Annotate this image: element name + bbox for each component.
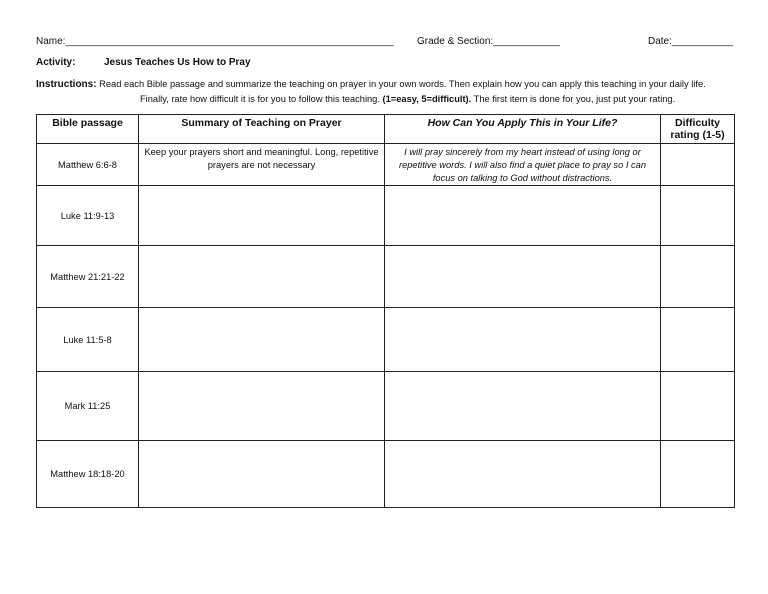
name-field[interactable] <box>36 36 394 47</box>
rating-cell[interactable] <box>661 372 735 441</box>
grade-section-label: Grade & Section: <box>417 36 494 47</box>
rating-cell[interactable] <box>661 308 735 372</box>
table-row <box>37 186 735 246</box>
passage-cell: Luke 11:5-8 <box>37 308 139 372</box>
header-summary: Summary of Teaching on Prayer <box>139 115 385 144</box>
rating-cell[interactable] <box>661 246 735 308</box>
apply-cell[interactable] <box>385 186 661 246</box>
apply-cell[interactable] <box>385 246 661 308</box>
summary-cell[interactable] <box>139 441 385 508</box>
table-row <box>37 246 735 308</box>
passage-cell: Matthew 6:6-8 <box>37 144 139 186</box>
date-field[interactable] <box>648 36 733 47</box>
passage-cell: Matthew 18:18-20 <box>37 441 139 508</box>
activity-label: Activity: <box>36 57 76 68</box>
instructions-rating-scale: (1=easy, 5=difficult). <box>382 94 472 104</box>
table-row <box>37 441 735 508</box>
grade-section-blank[interactable]: ____________ <box>493 36 560 47</box>
passage-cell: Luke 11:9-13 <box>37 186 139 246</box>
grade-section-field[interactable] <box>417 36 560 47</box>
header-difficulty-rating: Difficulty rating (1-5) <box>661 115 735 144</box>
name-blank[interactable]: ___________________________________________________________ <box>65 36 394 47</box>
instructions-text-1: Read each Bible passage and summarize the teaching on prayer in your own words. Then explain how you can apply this teaching in your daily life. <box>99 79 706 89</box>
instructions-label: Instructions: <box>36 79 97 90</box>
summary-cell[interactable] <box>139 246 385 308</box>
table-row <box>37 144 735 186</box>
header-apply: How Can You Apply This in Your Life? <box>385 115 661 144</box>
summary-cell[interactable] <box>139 186 385 246</box>
apply-cell[interactable] <box>385 308 661 372</box>
summary-cell[interactable]: Keep your prayers short and meaningful. Long, repetitive prayers are not necessary <box>139 144 385 186</box>
summary-cell[interactable] <box>139 308 385 372</box>
instructions-text-2b: The first item is done for you, just put your rating. <box>473 94 676 104</box>
worksheet-table <box>36 114 735 508</box>
header-bible-passage: Bible passage <box>37 115 139 144</box>
passage-cell: Mark 11:25 <box>37 372 139 441</box>
date-label: Date: <box>648 36 672 47</box>
table-row <box>37 308 735 372</box>
apply-cell[interactable] <box>385 372 661 441</box>
apply-cell[interactable]: I will pray sincerely from my heart instead of using long or repetitive words. I will also find a quiet place to pray so I can focus on talking to God without distractions. <box>385 144 661 186</box>
table-header-row <box>37 115 735 144</box>
summary-cell[interactable] <box>139 372 385 441</box>
passage-cell: Matthew 21:21-22 <box>37 246 139 308</box>
date-blank[interactable]: ___________ <box>671 36 734 47</box>
apply-cell[interactable] <box>385 441 661 508</box>
activity-title: Jesus Teaches Us How to Pray <box>104 57 251 68</box>
rating-cell[interactable] <box>661 441 735 508</box>
instructions-text-2a: Finally, rate how difficult it is for you to follow this teaching. <box>140 94 380 104</box>
name-label: Name: <box>36 36 66 47</box>
rating-cell[interactable] <box>661 186 735 246</box>
table-row <box>37 372 735 441</box>
instructions-line-1 <box>36 79 706 90</box>
instructions-line-2 <box>140 94 675 104</box>
rating-cell[interactable] <box>661 144 735 186</box>
